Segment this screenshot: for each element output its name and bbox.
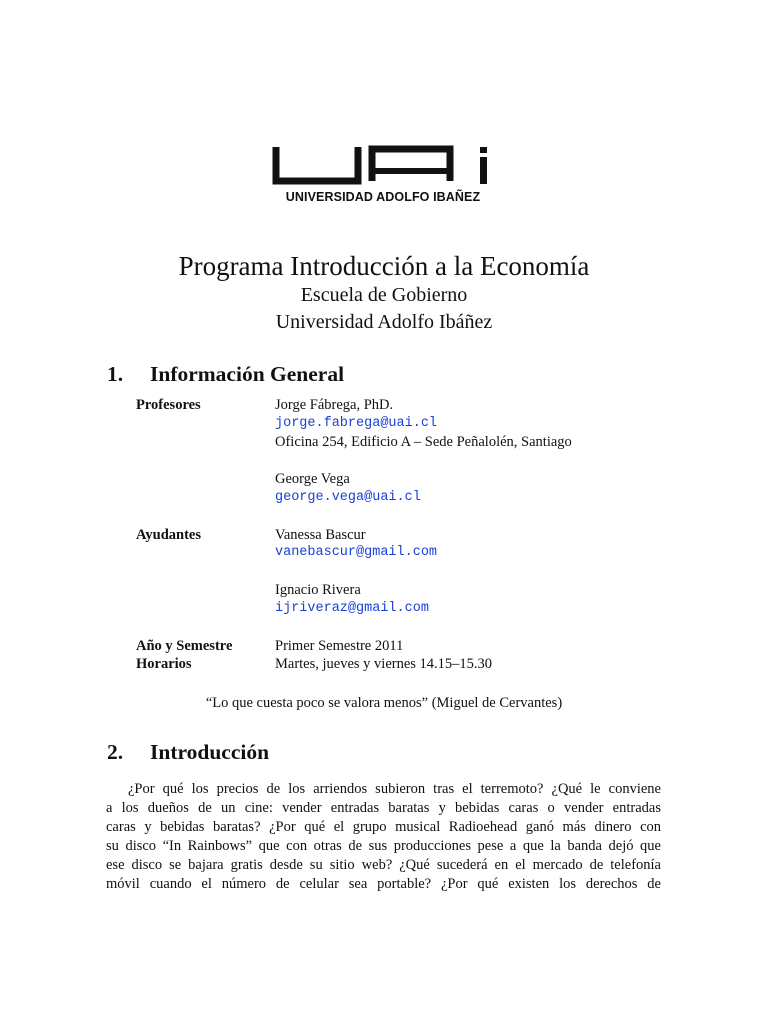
paragraph-line: ¿Por qué los precios de los arriendos subieron tras el terremoto? ¿Qué le conviene — [128, 781, 661, 797]
info-label: Ayudantes — [136, 526, 201, 543]
document-subtitle-university: Universidad Adolfo Ibáñez — [275, 311, 493, 333]
info-label: Profesores — [136, 397, 201, 413]
assistant-email-link[interactable]: vanebascur@gmail.com — [275, 545, 438, 560]
section-number: 2. — [107, 740, 124, 764]
general-info-table — [136, 396, 696, 674]
document-title: Programa Introducción a la Economía — [178, 251, 590, 281]
paragraph-line: ese disco se bajara gratis desde su sitio web? ¿Qué sucederá en el mercado de telefonía — [106, 857, 661, 873]
section-title: Información General — [150, 362, 345, 386]
title-block — [0, 250, 768, 336]
info-label: Horarios — [136, 656, 192, 672]
section-number: 1. — [107, 362, 124, 386]
info-value: Martes, jueves y viernes 14.15–15.30 — [275, 656, 493, 672]
epigraph-quote: “Lo que cuesta poco se valora menos” (Miguel de Cervantes) — [205, 695, 563, 711]
professor-name: Jorge Fábrega, PhD. — [275, 397, 394, 413]
paragraph-line: caras y bebidas baratas? ¿Por qué el grupo musical Radioehead ganó más dinero con — [106, 819, 661, 835]
info-label: Año y Semestre — [136, 637, 233, 654]
assistant-name: Vanessa Bascur — [275, 526, 366, 543]
professor-email-link[interactable]: george.vega@uai.cl — [275, 489, 421, 505]
section-heading-introduccion — [107, 740, 269, 765]
info-row-profesores — [136, 396, 696, 507]
university-logo — [272, 143, 494, 207]
assistant-name: Ignacio Rivera — [275, 582, 361, 598]
paragraph-line: a los dueños de un cine: vender entradas baratas y bebidas caras o vender entradas — [106, 800, 661, 816]
info-row-semestre — [136, 637, 696, 656]
info-value: Primer Semestre 2011 — [275, 637, 404, 654]
professor-email-link[interactable]: jorge.fabrega@uai.cl — [275, 415, 438, 431]
introduction-paragraph — [106, 780, 661, 894]
document-subtitle-school: Escuela de Gobierno — [300, 284, 468, 306]
paragraph-line: su disco “In Rainbows” que con otras de sus producciones pese a que la banda dejó que — [106, 838, 661, 854]
paragraph-line: móvil cuando el número de celular sea portable? ¿Por qué existen los derechos de — [106, 876, 661, 892]
info-row-ayudantes — [136, 526, 696, 619]
section-heading-informacion-general — [107, 362, 344, 387]
uai-logo-mark-icon — [272, 143, 494, 187]
info-value — [275, 526, 696, 619]
info-row-horarios — [136, 655, 696, 674]
assistant-email-link[interactable]: ijriveraz@gmail.com — [275, 600, 429, 616]
professor-office: Oficina 254, Edificio A – Sede Peñalolén, Santiago — [275, 434, 572, 450]
section-title: Introducción — [150, 740, 270, 764]
professor-name: George Vega — [275, 471, 350, 487]
logo-wordmark: UNIVERSIDAD ADOLFO IBAÑEZ — [285, 190, 481, 204]
info-value — [275, 396, 696, 507]
